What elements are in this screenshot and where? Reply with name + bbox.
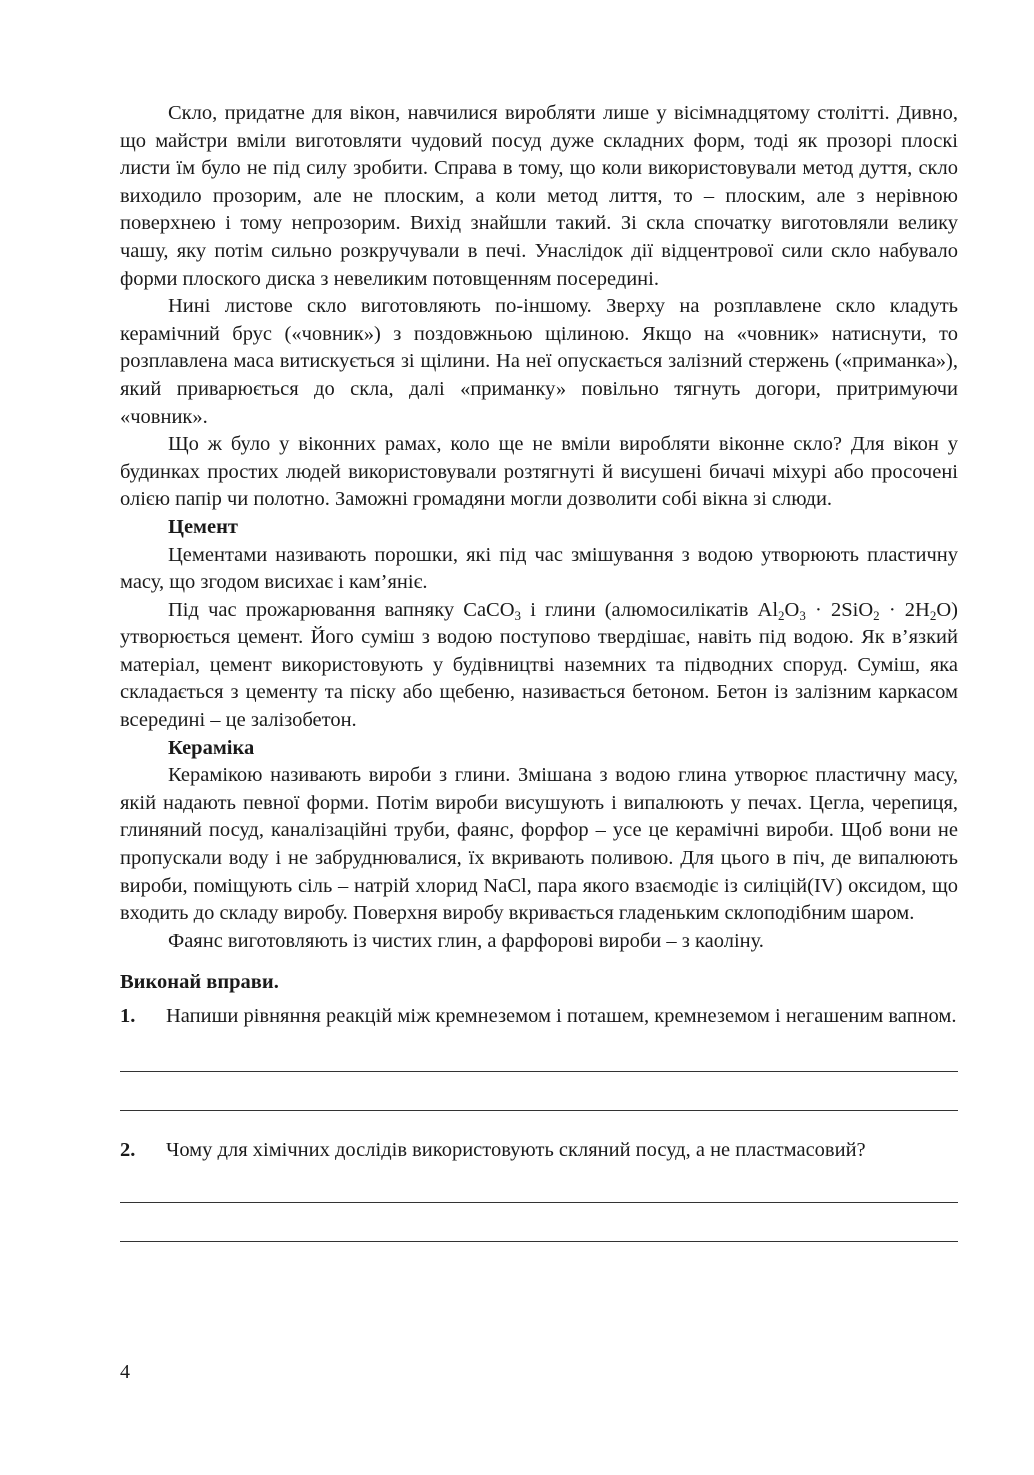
cement-paragraph-1: Цементами називають порошки, які під час змішування з водою утворюють пластичну масу, що згодом висихає і кам’яніє. [120,543,958,594]
answer-line[interactable] [120,1164,958,1203]
exercise-2 [120,1137,958,1165]
ceramics-paragraph-2: Фаянс виготовляють із чистих глин, а фарфорові вироби – з каоліну. [168,929,764,952]
exercises-title: Виконай вправи. [120,971,279,994]
answer-line[interactable] [120,1203,958,1242]
ceramics-heading: Кераміка [168,736,255,759]
exercise-text: Напиши рівняння реакцій між кремнеземом і поташем, кремнеземом і негашеним вапном. [166,1005,957,1027]
answer-area-2[interactable] [120,1164,958,1242]
paragraph-glass-1: Скло, придатне для вікон, навчилися виробляти лише у вісімнадцятому столітті. Дивно, що майстри вміли виготовляти чудовий посуд дуже складних форм, тоді як прозорі плоскі листи їм було не під силу зробити. Справа в тому, що коли використовували метод дуття, скло виходило прозорим, але не плоским, а коли метод лиття, то – плоским, але з нерівною поверхнею і тому непрозорим. Вихід знайшли такий. Зі скла спочатку виготовляли велику чашу, яку потім сильно розкручували в печі. Унаслідок дії відцентрової сили скло набувало форми плоского диска з невеликим потовщенням посередині. [120,102,958,290]
cement-paragraph-2: Під час прожарювання вапняку CaCO$_3$ і глини (алюмосилікатів $Al_2O_3 \cdot 2SiO_2 \cdot 2H_2O$) утворюється цемент. Його суміш з водою поступово твердішає, навіть під водою. Як в’язкий матеріал, цемент використовують у будівництві наземних та підводних споруд. Суміш, яка складається з цементу та піску або щебеню, називається бетоном. Бетон із залізним каркасом всередині – це залізобетон. [120,598,958,732]
answer-line[interactable] [120,1033,958,1072]
answer-area-1[interactable] [120,1033,958,1111]
cement-heading: Цемент [168,515,238,538]
page-number: 4 [120,1361,130,1383]
ceramics-paragraph-1: Керамікою називають вироби з глини. Змішана з водою глина утворює пластичну масу, якій надають певної форми. Потім вироби висушують і випалюють у печах. Цегла, черепиця, глиняний посуд, каналізаційні труби, фаянс, форфор – усе це керамічні вироби. Щоб вони не пропускали воду і не забруднювалися, їх вкривають поливою. Для цього в піч, де випалюють вироби, поміщують сіль – натрій хлорид NaCl, пара якого взаємодіє із силіцій(IV) оксидом, що входить до складу виробу. Поверхня виробу вкривається гладеньким склоподібним шаром. [120,764,958,925]
page-content [120,100,958,1242]
exercise-number: 2. [120,1138,136,1161]
paragraph-glass-3: Що ж було у віконних рамах, коло ще не вміли виробляти віконне скло? Для вікон у будинках простих людей використовували розтягнуті й висушені бичачі міхурі або просочені олією папір чи полотно. Заможні громадяни могли дозволити собі вікна зі слюди. [120,433,958,511]
answer-line[interactable] [120,1072,958,1111]
exercise-number: 1. [120,1005,136,1027]
exercise-1 [120,1003,958,1031]
paragraph-glass-2: Нині листове скло виготовляють по-іншому. Зверху на розплавлене скло кладуть керамічний брус («човник») з поздовжньою щілиною. Якщо на «човник» натиснути, то розплавлена маса витискується зі щілини. На неї опускається залізний стержень («приманка»), який приварюється до скла, далі «приманку» повільно тягнуть догори, притримуючи «човник». [120,295,958,428]
exercise-text: Чому для хімічних дослідів використовують скляний посуд, а не пластмасовий? [166,1138,866,1161]
